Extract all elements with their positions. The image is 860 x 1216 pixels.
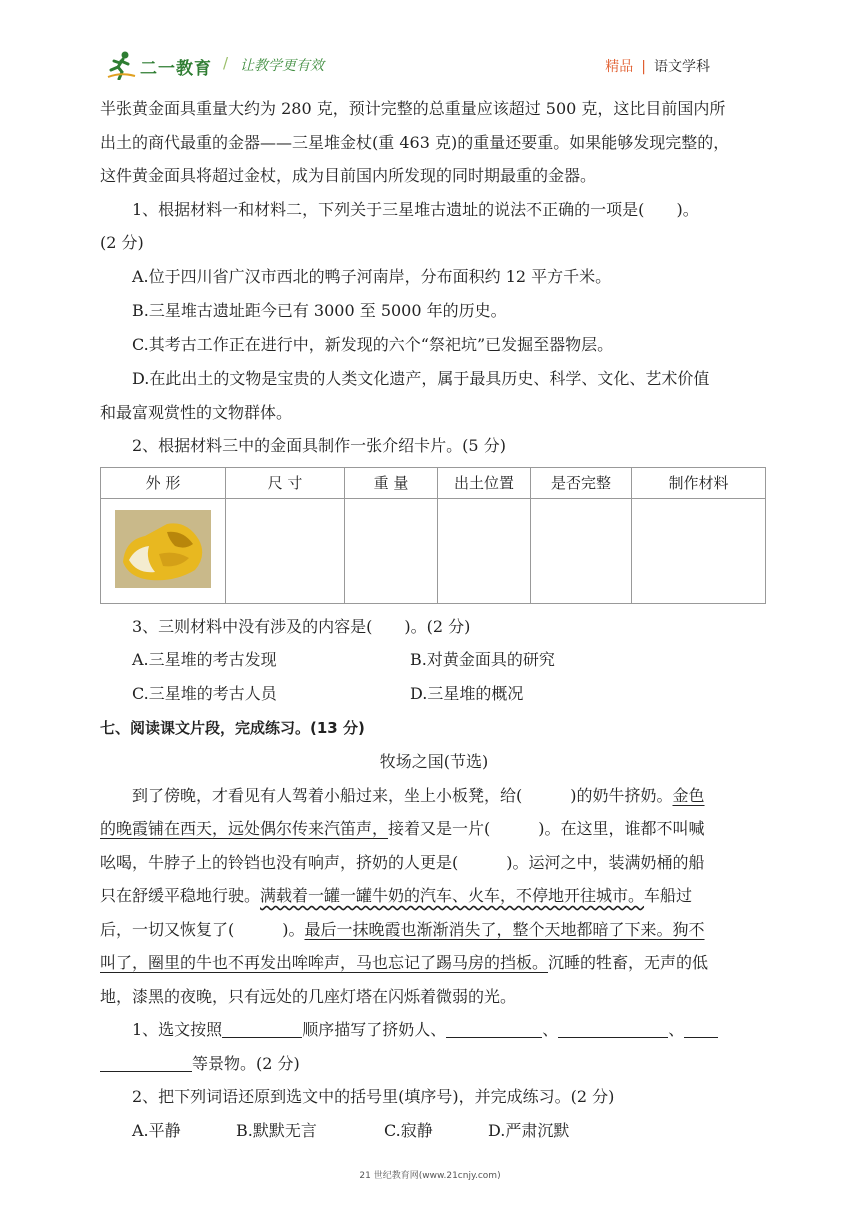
question-7-2-stem: 2、把下列词语还原到选文中的括号里(填序号)，并完成练习。(2 分) <box>132 1087 615 1106</box>
subject-label: 语文学科 <box>654 59 710 75</box>
q3-options-row <box>100 643 768 677</box>
q1-option-c: C.其考古工作正在进行中，新发现的六个“祭祀坑”已发掘至器物层。 <box>132 334 614 354</box>
q3-option-b: B.对黄金面具的研究 <box>410 650 555 669</box>
table-header: 外 形 <box>101 467 226 498</box>
material-paragraph-line: 这件黄金面具将超过金杖，成为目前国内所发现的同时期最重的金器。 <box>100 166 597 185</box>
runner-logo-icon <box>106 50 136 80</box>
q3-option-d: D.三星堆的概况 <box>410 684 524 703</box>
question-7-1: 1、选文按照 顺序描写了挤奶人、 、 、 <box>100 1013 768 1047</box>
question-1-score: (2 分) <box>100 233 144 252</box>
gold-mask-image <box>115 510 211 588</box>
q1-option-b: B.三星堆古遗址距今已有 3000 至 5000 年的历史。 <box>132 300 507 320</box>
empty-cell[interactable] <box>438 498 531 603</box>
mask-image-cell <box>101 498 226 603</box>
passage-line: 叫了，圈里的牛也不再发出哞哞声，马也忘记了踢马房的挡板。沉睡的牲畜，无声的低 <box>100 953 709 972</box>
answer-blank[interactable] <box>558 1019 668 1038</box>
section-7-title: 七、阅读课文片段，完成练习。(13 分) <box>100 719 365 737</box>
table-header: 制作材料 <box>632 467 766 498</box>
table-header: 出土位置 <box>438 467 531 498</box>
table-header: 尺 寸 <box>226 467 345 498</box>
passage-title: 牧场之国(节选) <box>379 752 489 771</box>
passage-line: 地，漆黑的夜晚，只有远处的几座灯塔在闪烁着微弱的光。 <box>100 986 517 1006</box>
document-body <box>100 92 768 1148</box>
header-slash: / <box>223 54 229 72</box>
page-header <box>100 46 770 86</box>
q3-option-c: C.三星堆的考古人员 <box>132 684 277 703</box>
answer-blank[interactable] <box>100 1053 192 1072</box>
brand-slogan: 让教学更有效 <box>240 58 324 74</box>
answer-blank[interactable] <box>222 1019 302 1038</box>
question-3-stem: 3、三则材料中没有涉及的内容是( )。(2 分) <box>132 616 471 636</box>
empty-cell[interactable] <box>531 498 632 603</box>
passage-line: 后，一切又恢复了( )。最后一抹晚霞也渐渐消失了，整个天地都暗了下来。狗不 <box>100 919 705 939</box>
answer-blank[interactable] <box>684 1019 718 1038</box>
empty-cell[interactable] <box>226 498 345 603</box>
q7-2-options: A.平静 B.默默无言 C.寂静 D.严肃沉默 <box>132 1120 570 1140</box>
table-header: 重 量 <box>345 467 438 498</box>
empty-cell[interactable] <box>632 498 766 603</box>
q1-option-d-cont: 和最富观赏性的文物群体。 <box>100 402 293 422</box>
empty-cell[interactable] <box>345 498 438 603</box>
answer-blank[interactable] <box>446 1019 542 1038</box>
material-paragraph-line: 出土的商代最重的金器——三星堆金杖(重 463 克)的重量还要重。如果能够发现完整的， <box>100 132 730 152</box>
question-1-stem: 1、根据材料一和材料二，下列关于三星堆古遗址的说法不正确的一项是( )。 <box>132 199 699 219</box>
q3-option-a: A.三星堆的考古发现 <box>132 650 277 669</box>
brand-name: 二一教育 <box>140 59 212 79</box>
passage-line: 吆喝，牛脖子上的铃铛也没有响声，挤奶的人更是( )。运河之中，装满奶桶的船 <box>100 852 705 872</box>
passage-line: 到了傍晚，才看见有人驾着小船过来，坐上小板凳，给( )的奶牛挤奶。金色 <box>132 785 705 805</box>
q3-options-row <box>100 677 768 711</box>
page-footer: 21 世纪教育网(www.21cnjy.com) <box>359 1171 501 1181</box>
passage-line: 的晚霞铺在西天，远处偶尔传来汽笛声，接着又是一片( )。在这里，谁都不叫喊 <box>100 819 705 838</box>
question-7-1-cont: 等景物。(2 分) <box>100 1047 768 1081</box>
q1-option-a: A.位于四川省广汉市西北的鸭子河南岸，分布面积约 12 平方千米。 <box>132 266 612 286</box>
material-paragraph-line: 半张黄金面具重量大约为 280 克，预计完整的总重量应该超过 500 克，这比目前国内所 <box>100 99 726 118</box>
premium-label: 精品 <box>605 59 634 75</box>
q1-option-d: D.在此出土的文物是宝贵的人类文化遗产，属于最具历史、科学、文化、艺术价值 <box>132 368 710 388</box>
question-2-stem: 2、根据材料三中的金面具制作一张介绍卡片。(5 分) <box>132 436 506 455</box>
subject-tag: 精品 | 语文学科 <box>605 59 710 75</box>
passage-line: 只在舒缓平稳地行驶。满载着一罐一罐牛奶的汽车、火车，不停地开往城市。车船过 <box>100 886 693 905</box>
table-header: 是否完整 <box>531 467 632 498</box>
intro-card-table <box>100 467 766 604</box>
